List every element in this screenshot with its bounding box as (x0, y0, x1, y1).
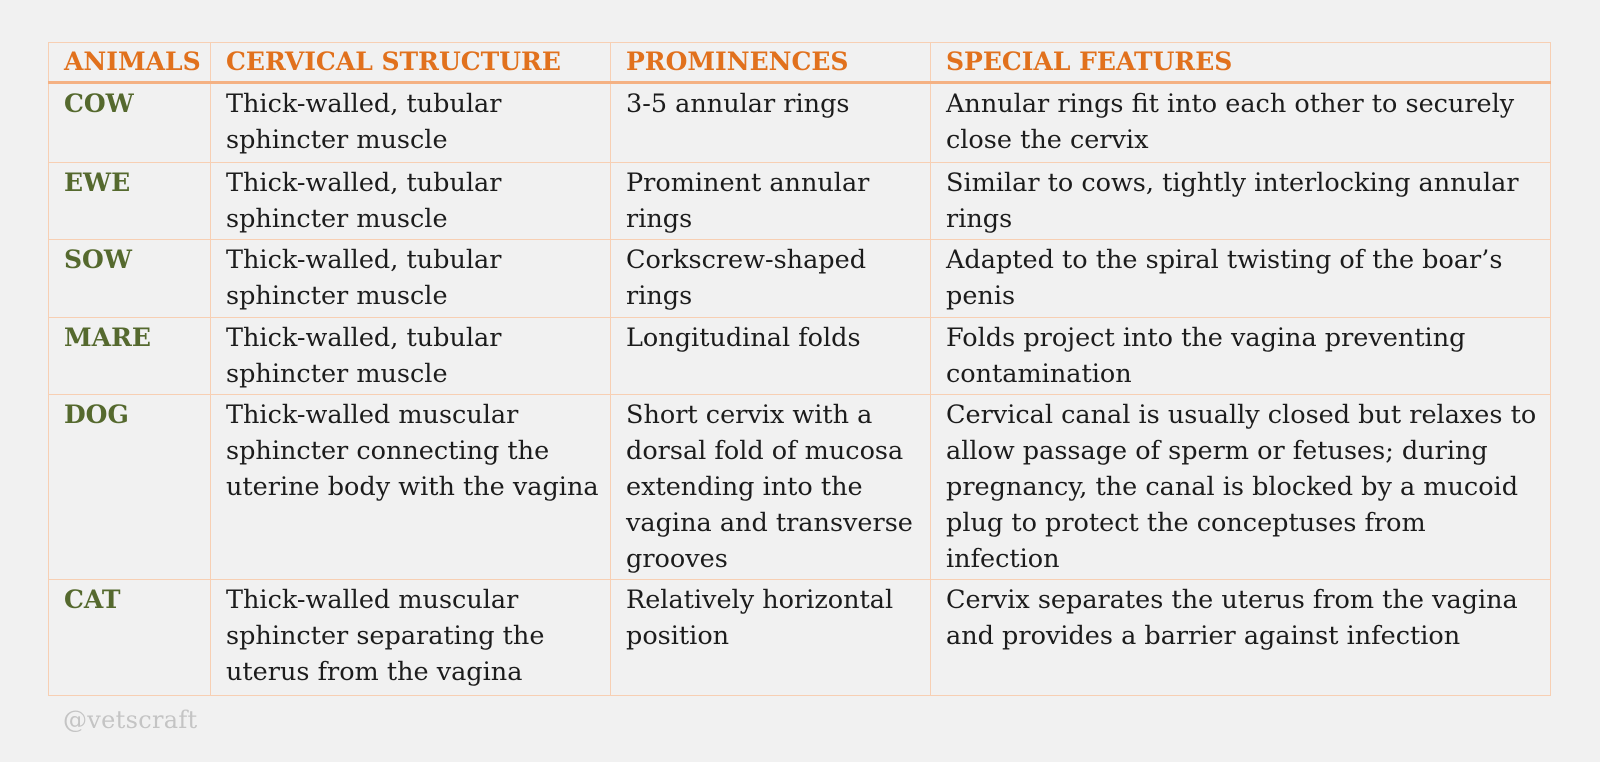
features-cell: Folds project into the vagina preventing contamination (931, 318, 1551, 395)
animal-cell: CAT (49, 580, 211, 696)
animal-cell: MARE (49, 318, 211, 395)
header-row (49, 43, 1551, 83)
animal-cell: EWE (49, 163, 211, 240)
header-cervical-structure: CERVICAL STRUCTURE (211, 43, 611, 83)
header-prominences: PROMINENCES (611, 43, 931, 83)
table-row-cat (49, 580, 1551, 696)
structure-cell: Thick-walled muscular sphincter connecting the uterine body with the vagina (211, 395, 611, 580)
header-special-features: SPECIAL FEATURES (931, 43, 1551, 83)
header-animals: ANIMALS (49, 43, 211, 83)
table-header (49, 43, 1551, 83)
prominences-cell: Relatively horizontal position (611, 580, 931, 696)
table-row-mare (49, 318, 1551, 395)
features-cell: Similar to cows, tightly interlocking annular rings (931, 163, 1551, 240)
features-cell: Adapted to the spiral twisting of the boar’s penis (931, 240, 1551, 318)
features-cell: Annular rings fit into each other to securely close the cervix (931, 83, 1551, 163)
table-body (49, 83, 1551, 696)
comparison-table (48, 42, 1551, 696)
prominences-cell: Short cervix with a dorsal fold of mucosa extending into the vagina and transverse grooves (611, 395, 931, 580)
table-row-sow (49, 240, 1551, 318)
structure-cell: Thick-walled, tubular sphincter muscle (211, 83, 611, 163)
features-cell: Cervix separates the uterus from the vagina and provides a barrier against infection (931, 580, 1551, 696)
prominences-cell: Prominent annular rings (611, 163, 931, 240)
table-row-dog (49, 395, 1551, 580)
features-cell: Cervical canal is usually closed but relaxes to allow passage of sperm or fetuses; during pregnancy, the canal is blocked by a mucoid plug to protect the conceptuses from infection (931, 395, 1551, 580)
animal-cell: SOW (49, 240, 211, 318)
prominences-cell: Corkscrew-shaped rings (611, 240, 931, 318)
animal-cell: COW (49, 83, 211, 163)
table-row-ewe (49, 163, 1551, 240)
prominences-cell: 3-5 annular rings (611, 83, 931, 163)
structure-cell: Thick-walled, tubular sphincter muscle (211, 240, 611, 318)
watermark: @vetscraft (63, 706, 198, 734)
structure-cell: Thick-walled muscular sphincter separating the uterus from the vagina (211, 580, 611, 696)
structure-cell: Thick-walled, tubular sphincter muscle (211, 318, 611, 395)
animal-cell: DOG (49, 395, 211, 580)
prominences-cell: Longitudinal folds (611, 318, 931, 395)
table-row-cow (49, 83, 1551, 163)
structure-cell: Thick-walled, tubular sphincter muscle (211, 163, 611, 240)
